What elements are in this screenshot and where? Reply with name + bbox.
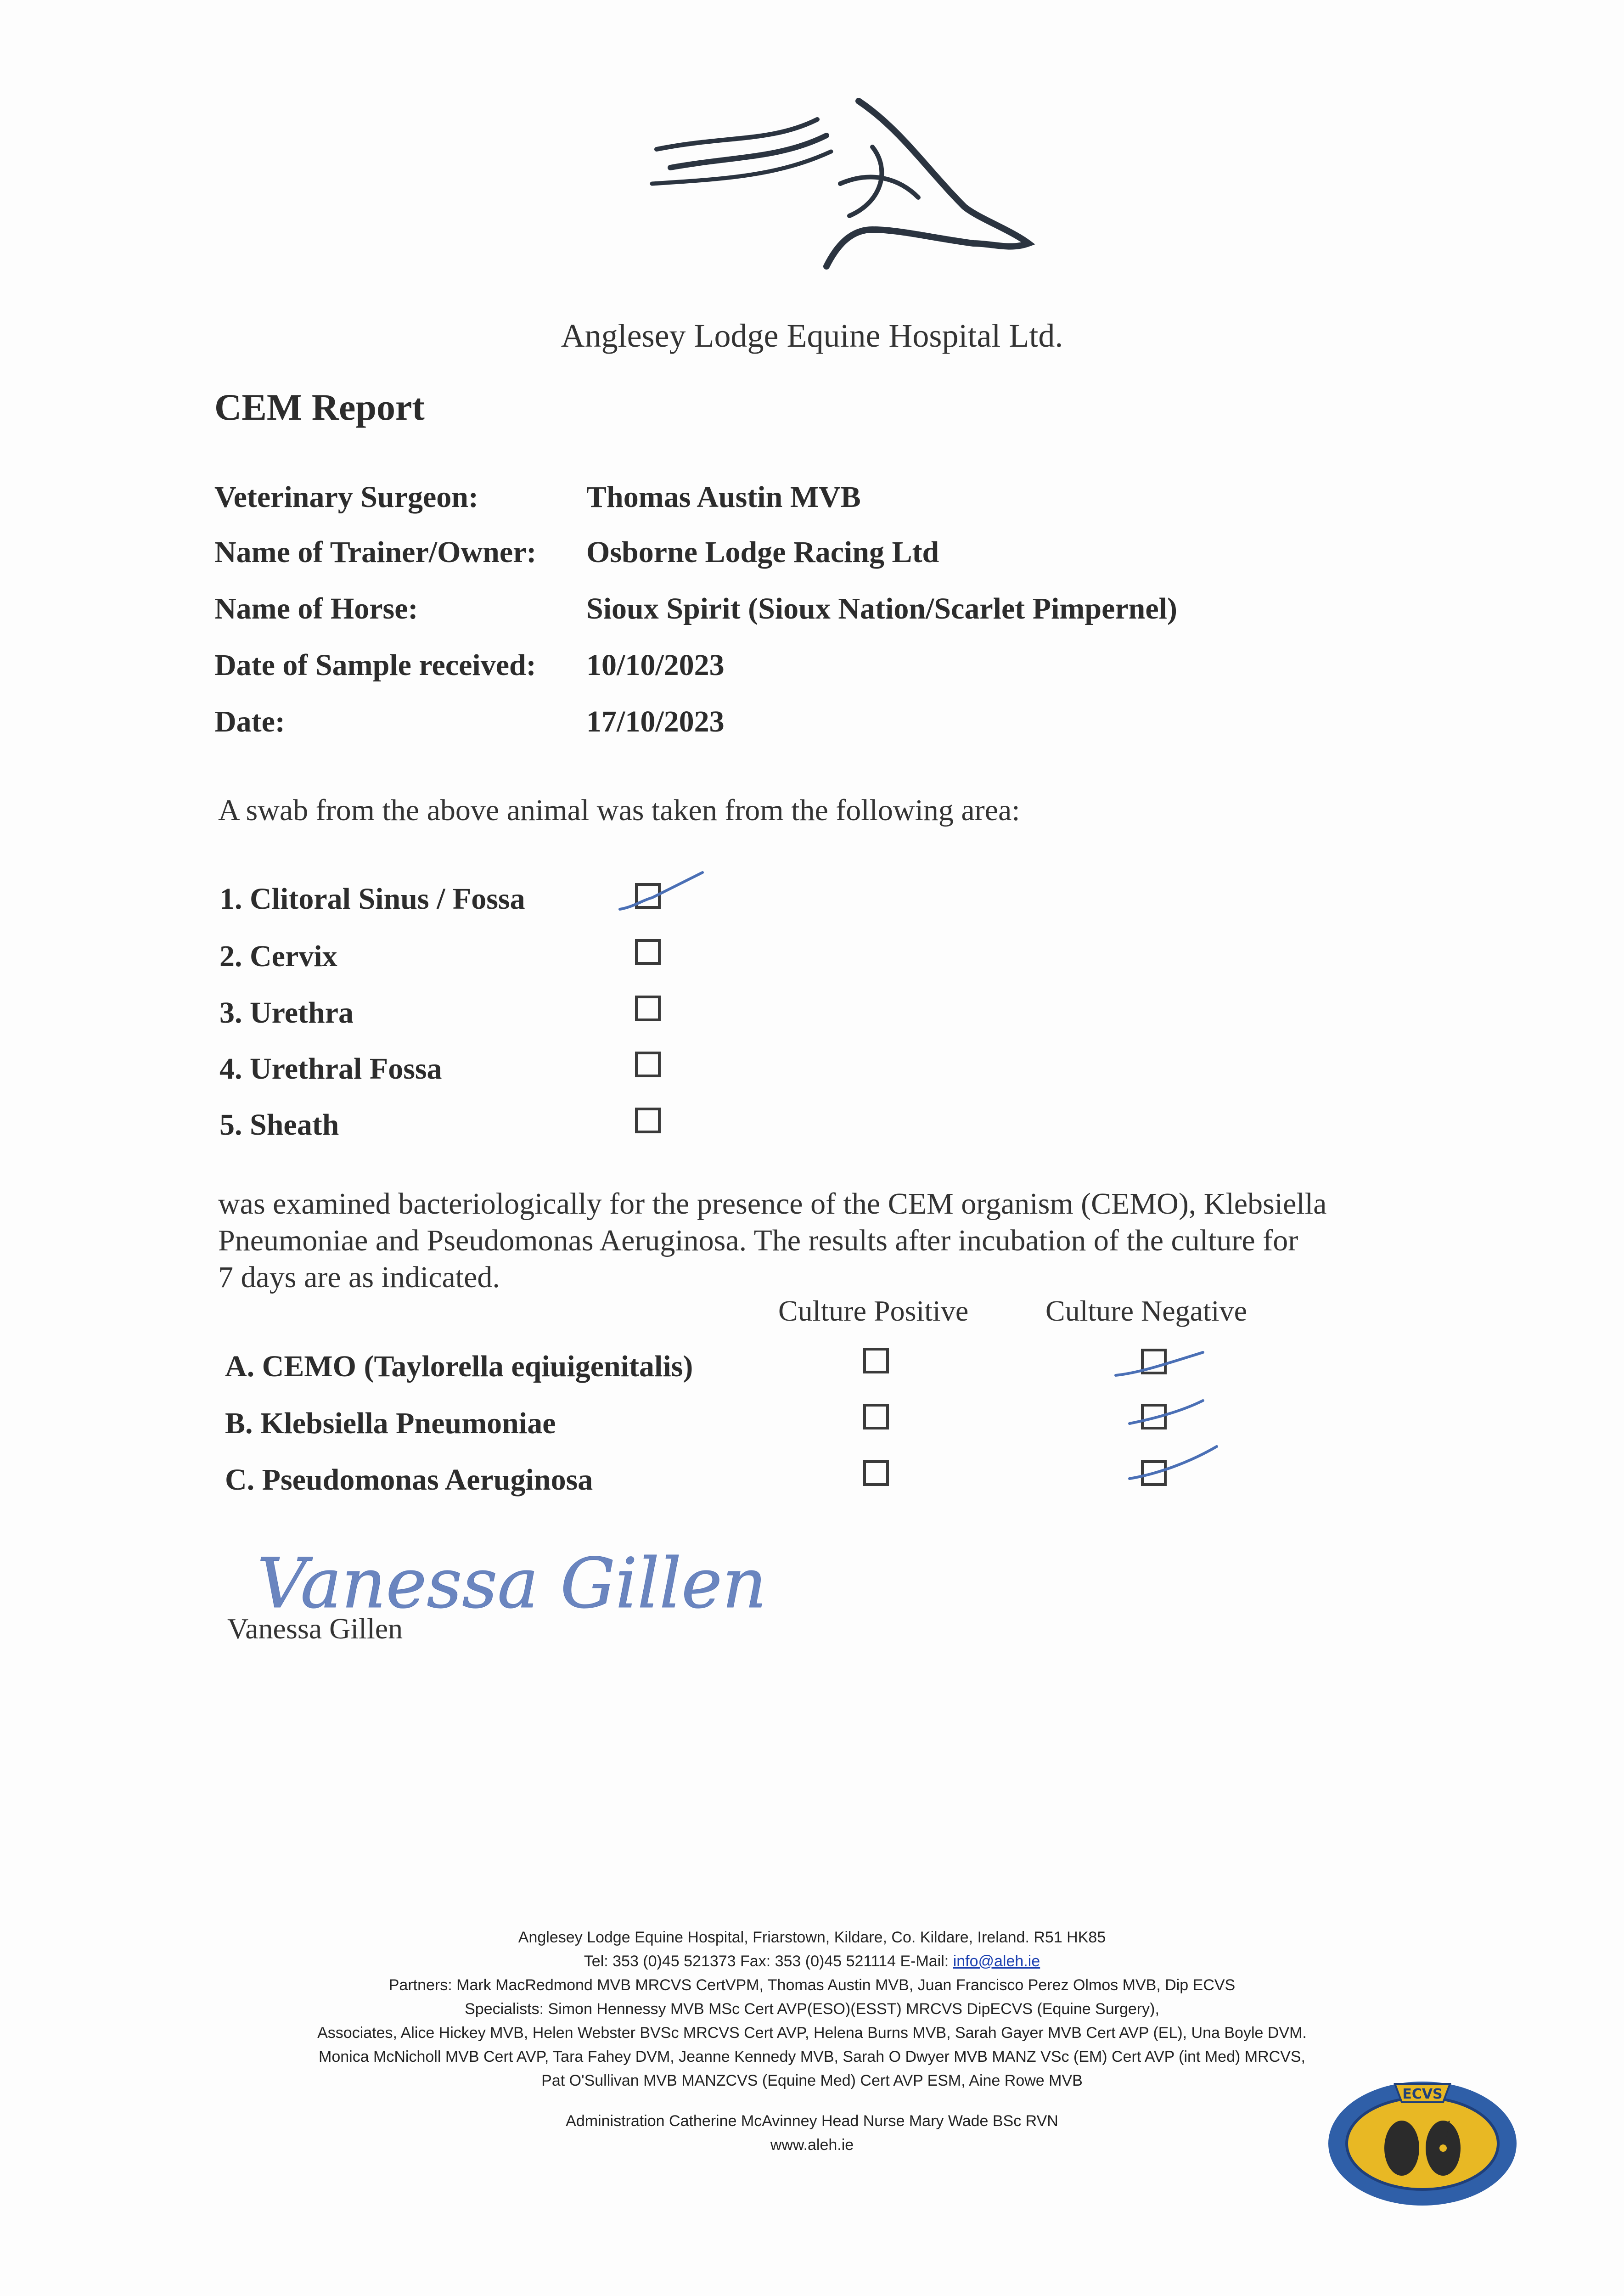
organism-label: C. Pseudomonas Aeruginosa: [225, 1463, 593, 1497]
footer-partners: Partners: Mark MacRedmond MVB MRCVS CertVPM, Thomas Austin MVB, Juan Francisco Perez Olmos MVB, Dip ECVS: [388, 1976, 1236, 1994]
sample-date-label: Date of Sample received:: [214, 648, 536, 682]
vet-surgeon-value: Thomas Austin MVB: [586, 480, 861, 514]
signatory-name: Vanessa Gillen: [227, 1612, 403, 1645]
report-date-label: Date:: [214, 705, 285, 738]
pen-tick-mark: [1111, 1336, 1208, 1387]
footer-associates: Associates, Alice Hickey MVB, Helen Webster BVSc MRCVS Cert AVP, Helena Burns MVB, Sarah Gayer MVB Cert AVP (EL), Una Boyle DVM.: [317, 2024, 1307, 2042]
trainer-owner-value: Osborne Lodge Racing Ltd: [586, 535, 939, 569]
organism-label: B. Klebsiella Pneumoniae: [225, 1407, 556, 1440]
swab-area-label: 5. Sheath: [219, 1108, 339, 1142]
footer-associates: Monica McNicholl MVB Cert AVP, Tara Fahey DVM, Jeanne Kennedy MVB, Sarah O Dwyer MVB MANZ VSc (EM) Cert AVP (int Med) MRCVS,: [319, 2048, 1305, 2065]
culture-positive-checkbox[interactable]: [863, 1460, 889, 1486]
swab-area-label: 1. Clitoral Sinus / Fossa: [219, 882, 525, 916]
pen-tick-mark: [1120, 1437, 1221, 1492]
footer-website: www.aleh.ie: [770, 2136, 854, 2154]
swab-area-checkbox[interactable]: [635, 1108, 661, 1133]
footer-associates: Pat O'Sullivan MVB MANZCVS (Equine Med) Cert AVP ESM, Aine Rowe MVB: [541, 2072, 1083, 2089]
footer-contact: [0, 1953, 1624, 1970]
swab-area-checkbox[interactable]: [635, 996, 661, 1021]
exam-text-line: was examined bacteriologically for the presence of the CEM organism (CEMO), Klebsiella: [218, 1187, 1327, 1221]
footer-specialists: Specialists: Simon Hennessy MVB MSc Cert AVP(ESO)(ESST) MRCVS DipECVS (Equine Surgery),: [465, 2000, 1159, 2018]
company-name: Anglesey Lodge Equine Hospital Ltd.: [561, 317, 1063, 354]
exam-text-line: Pneumoniae and Pseudomonas Aeruginosa. The results after incubation of the culture for: [218, 1224, 1298, 1257]
horse-name-label: Name of Horse:: [214, 592, 418, 625]
culture-positive-header: Culture Positive: [778, 1294, 969, 1327]
swab-area-label: 4. Urethral Fossa: [219, 1052, 442, 1086]
report-title: CEM Report: [214, 386, 425, 428]
culture-positive-checkbox[interactable]: [863, 1348, 889, 1373]
swab-intro: A swab from the above animal was taken from the following area:: [218, 793, 1020, 827]
horse-head-logo: [643, 92, 1047, 276]
culture-positive-checkbox[interactable]: [863, 1404, 889, 1429]
swab-area-label: 3. Urethra: [219, 996, 354, 1030]
organism-label: A. CEMO (Taylorella eqiuigenitalis): [225, 1350, 693, 1383]
pen-tick-mark: [615, 863, 707, 923]
swab-area-label: 2. Cervix: [219, 940, 337, 973]
footer-admin: Administration Catherine McAvinney Head Nurse Mary Wade BSc RVN: [566, 2112, 1058, 2130]
report-date-value: 17/10/2023: [586, 705, 725, 738]
footer-phone: Tel: 353 (0)45 521373 Fax: 353 (0)45 521114 E-Mail:: [584, 1953, 953, 1970]
vet-surgeon-label: Veterinary Surgeon:: [214, 480, 478, 514]
svg-text:Vanessa Gillen: Vanessa Gillen: [257, 1544, 767, 1624]
pen-tick-mark: [1120, 1387, 1212, 1437]
horse-name-value: Sioux Spirit (Sioux Nation/Scarlet Pimpernel): [586, 592, 1177, 625]
swab-area-checkbox[interactable]: [635, 939, 661, 965]
swab-area-checkbox[interactable]: [635, 1052, 661, 1077]
trainer-owner-label: Name of Trainer/Owner:: [214, 535, 537, 569]
exam-text-line: 7 days are as indicated.: [218, 1261, 500, 1294]
footer-address: Anglesey Lodge Equine Hospital, Friarstown, Kildare, Co. Kildare, Ireland. R51 HK85: [518, 1929, 1106, 1946]
sample-date-value: 10/10/2023: [586, 648, 725, 682]
svg-text:ECVS: ECVS: [1402, 2086, 1443, 2102]
ecvs-seal-icon: [1326, 2079, 1519, 2208]
footer-email-link[interactable]: info@aleh.ie: [953, 1953, 1040, 1970]
culture-negative-header: Culture Negative: [1045, 1294, 1247, 1327]
